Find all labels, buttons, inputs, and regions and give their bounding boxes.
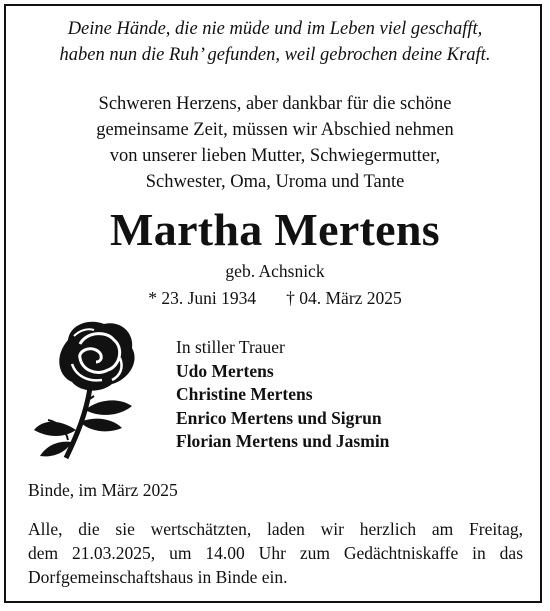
mourner-name: Enrico Mertens und Sigrun [176, 407, 382, 428]
mourner-name: Florian Mertens und Jasmin [176, 431, 390, 451]
intro-line: von unserer lieben Mutter, Schwiegermutter, [109, 146, 441, 166]
invitation-line: dem 21.03.2025, um 14.00 Uhr zum Gedächtniskaffe in das [28, 543, 523, 563]
intro-line: gemeinsame Zeit, müssen wir Abschied nehmen [96, 120, 454, 140]
mourner-name: Udo Mertens [176, 360, 274, 381]
mourners-heading: In stiller Trauer [176, 337, 285, 357]
invitation-line: Dorfgemeinschaftshaus in Binde ein. [28, 567, 288, 587]
birth-name: geb. Achsnick [225, 261, 325, 281]
rose-icon [28, 318, 160, 460]
mourner-name: Christine Mertens [176, 384, 313, 404]
life-dates [0, 286, 550, 310]
mourners-list [176, 336, 389, 454]
invitation-text [28, 517, 523, 589]
intro-text [0, 91, 550, 195]
birth-date: * 23. Juni 1934 [148, 288, 257, 308]
intro-line: Schwester, Oma, Uroma und Tante [145, 172, 405, 192]
verse-line: Deine Hände, die nie müde und im Leben viel geschafft, [67, 19, 483, 39]
place-date: Binde, im März 2025 [28, 480, 178, 500]
deceased-name: Martha Mertens [110, 204, 440, 255]
death-date: † 04. März 2025 [286, 288, 402, 308]
intro-line: Schweren Herzens, aber dankbar für die schöne [98, 94, 452, 114]
invitation-line: Alle, die sie wertschätzten, laden wir herzlich am Freitag, [28, 519, 523, 539]
memorial-verse [0, 16, 550, 68]
verse-line: haben nun die Ruh’ gefunden, weil gebrochen deine Kraft. [59, 45, 491, 65]
